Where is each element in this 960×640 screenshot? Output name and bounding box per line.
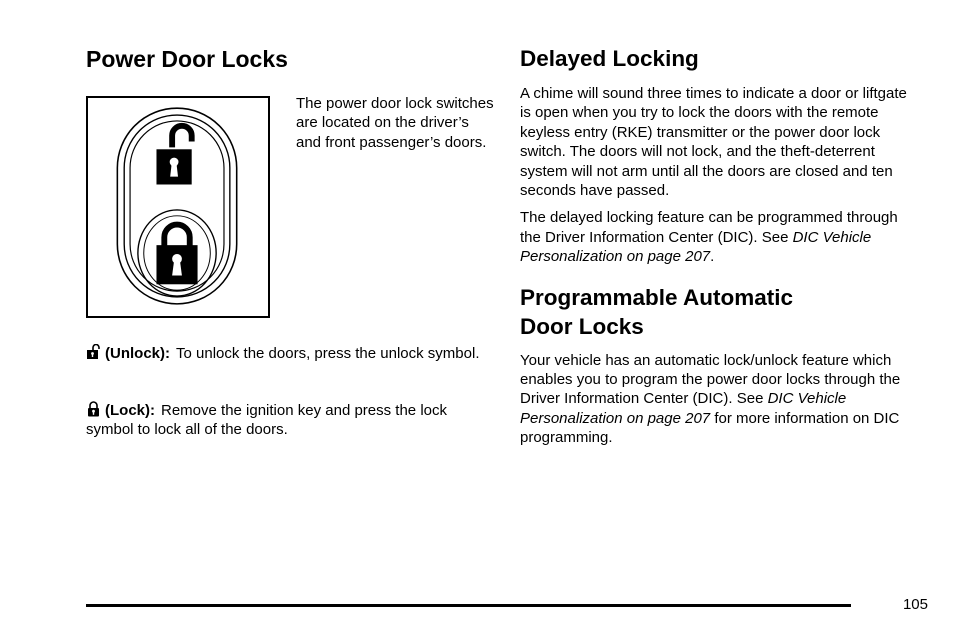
delayed-locking-paragraph: A chime will sound three times to indicate a door or liftgate is open when you try to lock the doors with the remote keyless entry (RKE) transmitter or the power door lock switch. The doors will not lock, and the theft-deterrent system will not arm until all the doors are closed and ten seconds have passed. [520,85,907,200]
left-column [86,44,494,439]
unlock-paragraph [86,344,486,363]
programmable-automatic-door-locks-heading: Programmable Automatic Door Locks [520,284,793,339]
automatic-door-locks-paragraph [520,351,920,448]
power-door-locks-heading: Power Door Locks [86,46,288,72]
dic-personalization-reference-2: DIC Vehicle Personalization on page 207 [520,390,847,427]
door-lock-switch-illustration [88,98,268,316]
lock-paragraph [86,401,486,440]
delayed-locking-heading: Delayed Locking [520,46,699,71]
para3-text: Your vehicle has an automatic lock/unlock feature which enables you to program the power door locks through the Driver Information Center (DIC). See [520,351,901,408]
footer-rule [86,604,851,607]
para2-end: . [710,248,715,266]
door-lock-switch-figure [86,96,270,318]
unlock-text: To unlock the doors, press the unlock symbol. [176,345,480,362]
para3-end: for more information on DIC programming. [520,409,900,447]
unlock-symbol-icon [86,344,101,360]
lock-label: (Lock): [105,402,155,419]
dic-personalization-reference: DIC Vehicle Personalization on page 207 [520,228,872,266]
figure-caption: The power door lock switches are located on the driver’s and front passenger’s doors. [296,95,494,151]
unlocked-padlock-icon[interactable] [156,126,191,185]
unlock-label: (Unlock): [105,345,170,362]
para2-text: The delayed locking feature can be programmed through the Driver Information Center (DIC). See [520,209,898,246]
right-column [520,44,920,448]
lock-symbol-icon [86,401,101,417]
delayed-locking-programming-paragraph [520,208,920,266]
locked-padlock-icon[interactable] [156,225,197,285]
lock-text: Remove the ignition key and press the lock symbol to lock all of the doors. [86,402,447,439]
page-number: 105 [902,596,928,613]
